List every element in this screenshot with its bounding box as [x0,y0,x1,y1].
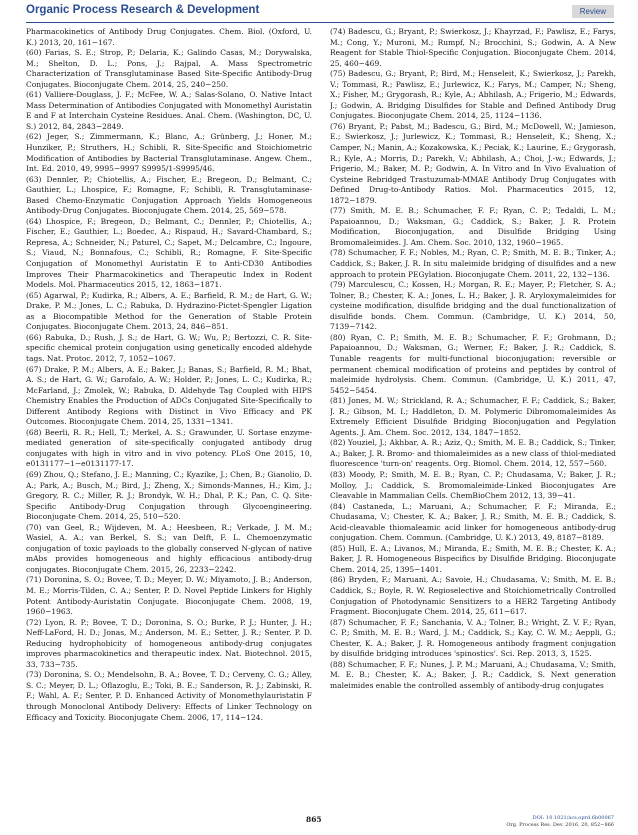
reference-entry: (85) Hull, E. A.; Livanos, M.; Miranda, E.; Smith, M. E. B.; Chester, K. A.; Baker, J. R. Homogeneous Bispecifics by Disulfide Bridging. Bioconjugate Chem. 2014, 25, 1395−1401. [330,543,616,574]
reference-entry: (74) Badescu, G.; Bryant, P.; Swierkosz, J.; Khayrzad, F.; Pawlisz, E.; Farys, M.; Cong, Y.; Muroni, M.; Rumpf, N.; Brocchini, S.; Godwin, A. A New Reagent for Stable Thiol-Specific Conjugation. Bioconjugate Chem. 2014, 25, 460−469. [330,27,616,68]
section-badge: Review [572,5,614,18]
reference-entry: (87) Schumacher, F. F.; Sanchania, V. A.; Tolner, B.; Wright, Z. V. F.; Ryan, C. P.; Smith, M. E. B.; Ward, J. M.; Caddick, S.; Kay, C. W. M.; Aeppli, G.; Chester, K. A.; Baker, J. R. Homogeneous antibody fragment conjugation by disulfide bridging introduces 'spinostics'. Sci. Rep. 2013, 3, 1525. [330,617,616,659]
reference-entry: (75) Badescu, G.; Bryant, P.; Bird, M.; Henseleit, K.; Swierkosz, J.; Parekh, V.; Tommasi, R.; Pawlisz, E.; Jurlewicz, K.; Farys, M.; Camper, N.; Sheng, X.; Fisher, M.; Grygorash, R.; Kyle, A.; Abhilash, A.; Frigerio, M.; Edwards, J.; Godwin, A. Bridging Disulfides for Stable and Defined Antibody Drug Conjugates. Bioconjugate Chem. 2014, 25, 1124−1136. [330,69,616,121]
reference-entry: (68) Beerli, R. R.; Hell, T.; Merkel, A. S.; Grawunder, U. Sortase enzyme-mediated generation of site-specifically conjugated antibody drug conjugates with high in vitro and in vivo potency. PLoS One 2015, 10, e0131177−1−e0131177-17. [26,427,312,469]
reference-entry: (72) Lyon, R. P.; Bovee, T. D.; Doronina, S. O.; Burke, P. J.; Hunter, J. H.; Neff-LaFord, H. D.; Jonas, M.; Anderson, M. E.; Setter, J. R.; Senter, P. D. Reducing hydrophobicity of homogeneous antibody-drug conjugates improves pharmacokinetics and therapeutic index. Nat. Biotechnol. 2015, 33, 733−735. [26,617,312,669]
reference-entry: (65) Agarwal, P.; Kudirka, R.; Albers, A. E.; Barfield, R. M.; de Hart, G. W.; Drake, P. M.; Jones, L. C.; Rabuka, D. Hydrazino-Pictet-Spengler Ligation as a Biocompatible Method for the Generation of Stable Protein Conjugates. Bioconjugate Chem. 2013, 24, 846−851. [26,290,312,332]
right-column [330,27,616,809]
reference-entry: (67) Drake, P. M.; Albers, A. E.; Baker, J.; Banas, S.; Barfield, R. M.; Bhat, A. S.; de Hart, G. W.; Garofalo, A. W.; Holder, P.; Jones, L. C.; Kudirka, R.; McFarland, J.; Zmolek, W.; Rabuka, D. Aldehyde Tag Coupled with HIPS Chemistry Enables the Production of ADCs Conjugated Site-Specifically to Different Antibody Regions with Distinct in Vivo Efficacy and PK Outcomes. Bioconjugate Chem. 2014, 25, 1331−1341. [26,364,312,427]
reference-entry: (78) Schumacher, F. F.; Nobles, M.; Ryan, C. P.; Smith, M. E. B.; Tinker, A.; Caddick, S.; Baker, J. R. In situ maleimide bridging of disulfides and a new approach to protein PEGylation. Bioconjugate Chem. 2011, 22, 132−136. [330,248,616,279]
reference-entry: (76) Bryant, P.; Pabst, M.; Badescu, G.; Bird, M.; McDowell, W.; Jamieson, E.; Swierkosz, J.; Jurlewicz, K.; Tommasi, R.; Henseleit, K.; Sheng, X.; Camper, N.; Manin, A.; Kozakowska, K.; Peciak, K.; Laurine, E.; Grygorash, R.; Kyle, A.; Morris, D.; Parekh, V.; Abhilash, A.; Choi, J.-w.; Edwards, J.; Frigerio, M.; Baker, M. P.; Godwin, A. In Vitro and In Vivo Evaluation of Cysteine Rebridged Trastuzumab-MMAE Antibody Drug Conjugates with Defined Drug-to-Antibody Ratios. Mol. Pharmaceutics 2015, 12, 1872−1879. [330,121,616,205]
reference-entry: (69) Zhou, Q.; Stefano, J. E.; Manning, C.; Kyazike, J.; Chen, B.; Gianolio, D. A.; Park, A.; Busch, M.; Bird, J.; Zheng, X.; Simonds-Mannes, H.; Kim, J.; Gregory, R. C.; Miller, R. J.; Brondyk, W. H.; Dhal, P. K.; Pan, C. Q. Site-Specific Antibody-Drug Conjugation through Glycoengineering. Bioconjugate Chem. 2014, 25, 510−520. [26,469,312,522]
left-column [26,27,312,809]
reference-entry: (63) Dennler, P.; Chiotellis, A.; Fischer, E.; Bregeon, D.; Belmant, C.; Gauthier, L.; Lhospice, F.; Romagne, F.; Schibli, R. Transglutaminase-Based Chemo-Enzymatic Conjugation Approach Yields Homogeneous Antibody-Drug Conjugates. Bioconjugate Chem. 2014, 25, 569−578. [26,174,312,216]
reference-entry: (84) Castaneda, L.; Maruani, A.; Schumacher, F. F.; Miranda, E.; Chudasama, V.; Chester, K. A.; Baker, J. R.; Smith, M. E. B.; Caddick, S. Acid-cleavable thiomaleamic acid linker for homogeneous antibody-drug conjugation. Chem. Commun. (Cambridge, U. K.) 2013, 49, 8187−8189. [330,501,616,543]
reference-entry: (81) Jones, M. W.; Strickland, R. A.; Schumacher, F. F.; Caddick, S.; Baker, J. R.; Gibson, M. I.; Haddleton, D. M. Polymeric Dibromomaleimides As Extremely Efficient Disulfide Bridging Bioconjugation and Pegylation Agents. J. Am. Chem. Soc. 2012, 134, 1847−1852. [330,396,616,437]
reference-entry: (64) Lhospice, F.; Bregeon, D.; Belmant, C.; Dennler, P.; Chiotellis, A.; Fischer, E.; Gauthier, L.; Boedec, A.; Rispaud, H.; Savard-Chambard, S.; Represa, A.; Schneider, N.; Paturel, C.; Sapet, M.; Delcambre, C.; Ingoure, S.; Viaud, N.; Bonnafous, C.; Schibli, R.; Romagne, F. Site-Specific Conjugation of Monomethyl Auristatin E to Anti-CD30 Antibodies Improves Their Pharmacokinetics and Therapeutic Index in Rodent Models. Mol. Pharmaceutics 2015, 12, 1863−1871. [26,216,312,290]
page-number: 865 [306,815,322,824]
reference-entry: (82) Youziel, J.; Akhbar, A. R.; Aziz, Q.; Smith, M. E. B.; Caddick, S.; Tinker, A.; Baker, J. R. Bromo- and thiomaleimides as a new class of thiol-mediated fluorescence 'turn-on' reagents. Org. Biomol. Chem. 2014, 12, 557−560. [330,438,616,469]
page-footer [26,815,614,833]
journal-title: Organic Process Research & Development [26,4,260,16]
reference-entry: (88) Schumacher, F. F.; Nunes, J. P. M.; Maruani, A.; Chudasama, V.; Smith, M. E. B.; Chester, K. A.; Baker, J. R.; Caddick, S. Next generation maleimides enable the controlled assembly of antibody-drug conjugates [330,659,616,690]
reference-entry: (83) Moody, P.; Smith, M. E. B.; Ryan, C. P.; Chudasama, V.; Baker, J. R.; Molloy, J.; Caddick, S. Bromomaleimide-Linked Bioconjugates Are Cleavable in Mammalian Cells. ChemBioChem 2012, 13, 39−41. [330,469,616,501]
reference-entry: (62) Jeger, S.; Zimmermann, K.; Blanc, A.; Grünberg, J.; Honer, M.; Hunziker, P.; Struthers, H.; Schibli, R. Site-Specific and Stoichiometric Modification of Antibodies by Bacterial Transglutaminase. Angew. Chem., Int. Ed. 2010, 49, 9995−9997 S9995/1-S9995/46. [26,132,312,174]
reference-entry: (79) Marculescu, C.; Kossen, H.; Morgan, R. E.; Mayer, P.; Fletcher, S. A.; Tolner, B.; Chester, K. A.; Jones, L. H.; Baker, J. R. Aryloxymaleimides for cysteine modification, disulfide bridging and the dual functionalization of disulfide bonds. Chem. Commun. (Cambridge, U. K.) 2014, 50, 7139−7142. [330,280,616,332]
reference-entry: (71) Doronina, S. O.; Bovee, T. D.; Meyer, D. W.; Miyamoto, J. B.; Anderson, M. E.; Morris-Tilden, C. A.; Senter, P. D. Novel Peptide Linkers for Highly Potent Antibody-Auristatin Conjugate. Bioconjugate Chem. 2008, 19, 1960−1963. [26,575,312,617]
reference-entry: (73) Doronina, S. O.; Mendelsohn, B. A.; Bovee, T. D.; Cerveny, C. G.; Alley, S. C.; Meyer, D. L.; Oflazoglu, E.; Toki, B. E.; Sanderson, R. J.; Zabinski, R. F.; Wahl, A. F.; Senter, P. D. Enhanced Activity of Monomethylauristatin F through Monoclonal Antibody Delivery: Effects of Linker Technology on Efficacy and Toxicity. Bioconjugate Chem. 2006, 17, 114−124. [26,670,312,722]
reference-entry: (80) Ryan, C. P.; Smith, M. E. B.; Schumacher, F. F.; Grohmann, D.; Papaioannou, D.; Waksman, G.; Werner, F.; Baker, J. R.; Caddick, S. Tunable reagents for multi-functional bioconjugation: reversible or permanent chemical modification of proteins and peptides by control of maleimide hydrolysis. Chem. Commun. (Cambridge, U. K.) 2011, 47, 5452−5454. [330,332,616,395]
header-rule [26,22,614,23]
reference-entry: (77) Smith, M. E. B.; Schumacher, F. F.; Ryan, C. P.; Tedaldi, L. M.; Papaioannou, D.; Waksman, G.; Caddick, S.; Baker, J. R. Protein Modification, Bioconjugation, and Disulfide Bridging Using Bromomaleimides. J. Am. Chem. Soc. 2010, 132, 1960−1965. [330,206,616,247]
reference-entry: (70) van Geel, R.; Wijdeven, M. A.; Heesbeen, R.; Verkade, J. M. M.; Wasiel, A. A.; van Berkel, S. S.; van Delft, F. L. Chemoenzymatic conjugation of toxic payloads to the globally conserved N-glycan of native mAbs provides homogeneous and highly efficacious antibody-drug conjugates. Bioconjugate Chem. 2015, 26, 2233−2242. [26,522,312,574]
page-header [26,4,614,22]
reference-entry: Pharmacokinetics of Antibody Drug Conjugates. Chem. Biol. (Oxford, U. K.) 2013, 20, 161−167. [26,27,312,47]
reference-entry: (66) Rabuka, D.; Rush, J. S.; de Hart, G. W.; Wu, P.; Bertozzi, C. R. Site-specific chemical protein conjugation using genetically encoded aldehyde tags. Nat. Protoc. 2012, 7, 1052−1067. [26,332,312,363]
doi-link[interactable]: DOI: 10.1021/acs.oprd.6b00067 [532,815,614,821]
reference-entry: (60) Farias, S. E.; Strop, P.; Delaria, K.; Galindo Casas, M.; Dorywalska, M.; Shelton, D. L.; Pons, J.; Rajpal, A. Mass Spectrometric Characterization of Transglutaminase Based Site-Specific Antibody-Drug Conjugates. Bioconjugate Chem. 2014, 25, 240−250. [26,48,312,89]
reference-entry: (86) Bryden, F.; Maruani, A.; Savoie, H.; Chudasama, V.; Smith, M. E. B.; Caddick, S.; Boyle, R. W. Regioselective and Stoichiometrically Controlled Conjugation of Photodynamic Sensitizers to a HER2 Targeting Antibody Fragment. Bioconjugate Chem. 2014, 25, 611−617. [330,575,616,617]
reference-entry: (61) Valliere-Douglass, J. F.; McFee, W. A.; Salas-Solano, O. Native Intact Mass Determination of Antibodies Conjugated with Monomethyl Auristatin E and F at Interchain Cysteine Residues. Anal. Chem. (Washington, DC, U. S.) 2012, 84, 2843−2849. [26,90,312,131]
doi-block [506,815,614,828]
citation-line: Org. Process Res. Dev. 2016, 20, 852−866 [506,821,614,828]
